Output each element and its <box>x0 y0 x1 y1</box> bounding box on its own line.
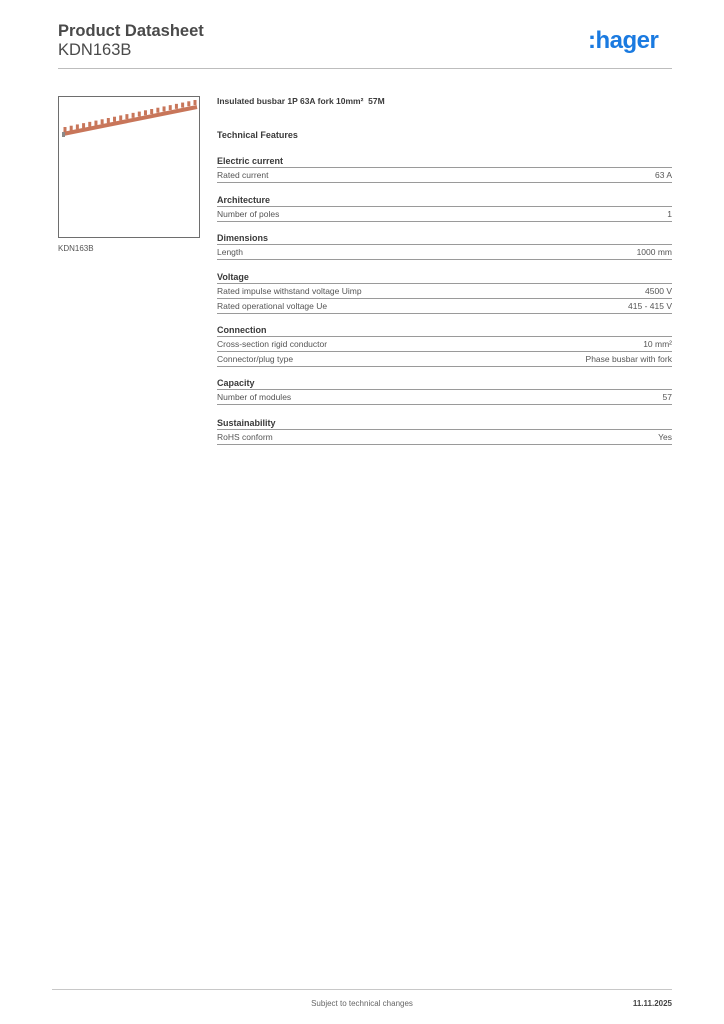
feature-row <box>217 245 672 260</box>
doc-title: Product Datasheet <box>58 22 204 40</box>
product-image <box>58 96 200 238</box>
feature-label: Rated impulse withstand voltage Uimp <box>217 286 362 296</box>
feature-value: 1 <box>667 209 672 219</box>
feature-label: Rated operational voltage Ue <box>217 301 328 311</box>
section-heading: Connection <box>217 324 672 337</box>
footer-note: Subject to technical changes <box>311 999 413 1008</box>
feature-row <box>217 430 672 445</box>
feature-value: 63 A <box>654 170 672 180</box>
feature-section <box>217 377 672 405</box>
product-description: Insulated busbar 1P 63A fork 10mm² 57M <box>217 96 385 106</box>
section-heading: Sustainability <box>217 417 672 430</box>
feature-label: Rated current <box>217 170 269 180</box>
feature-row <box>217 337 672 352</box>
section-heading: Electric current <box>217 155 672 168</box>
feature-value: 415 - 415 V <box>628 301 672 311</box>
feature-label: RoHS conform <box>217 432 273 442</box>
page-header <box>58 22 672 68</box>
feature-row <box>217 390 672 405</box>
feature-label: Length <box>217 247 243 257</box>
feature-section <box>217 417 672 445</box>
feature-label: Connector/plug type <box>217 354 294 364</box>
feature-row <box>217 207 672 222</box>
feature-label: Cross-section rigid conductor <box>217 339 328 349</box>
section-heading: Capacity <box>217 377 672 390</box>
hager-logo <box>588 26 672 56</box>
feature-section <box>217 155 672 183</box>
svg-text::hager: :hager <box>588 27 659 54</box>
image-caption: KDN163B <box>58 244 94 253</box>
feature-section <box>217 194 672 222</box>
header-divider <box>58 68 672 69</box>
feature-label: Number of modules <box>217 392 292 402</box>
feature-row <box>217 352 672 367</box>
section-heading: Dimensions <box>217 232 672 245</box>
section-heading: Architecture <box>217 194 672 207</box>
feature-value: Yes <box>658 432 672 442</box>
feature-value: 1000 mm <box>636 247 672 257</box>
feature-value: 10 mm² <box>643 339 672 349</box>
feature-section <box>217 232 672 260</box>
feature-row <box>217 299 672 314</box>
product-code: KDN163B <box>58 41 132 59</box>
technical-features-title: Technical Features <box>217 130 298 140</box>
footer-date: 11.11.2025 <box>632 999 672 1008</box>
feature-row <box>217 168 672 183</box>
section-heading: Voltage <box>217 271 672 284</box>
feature-value: Phase busbar with fork <box>585 354 672 364</box>
footer-divider <box>52 989 672 990</box>
feature-value: 57 <box>662 392 672 402</box>
feature-section <box>217 271 672 314</box>
busbar-illustration <box>59 97 201 239</box>
feature-label: Number of poles <box>217 209 280 219</box>
feature-section <box>217 324 672 367</box>
feature-value: 4500 V <box>645 286 672 296</box>
feature-row <box>217 284 672 299</box>
